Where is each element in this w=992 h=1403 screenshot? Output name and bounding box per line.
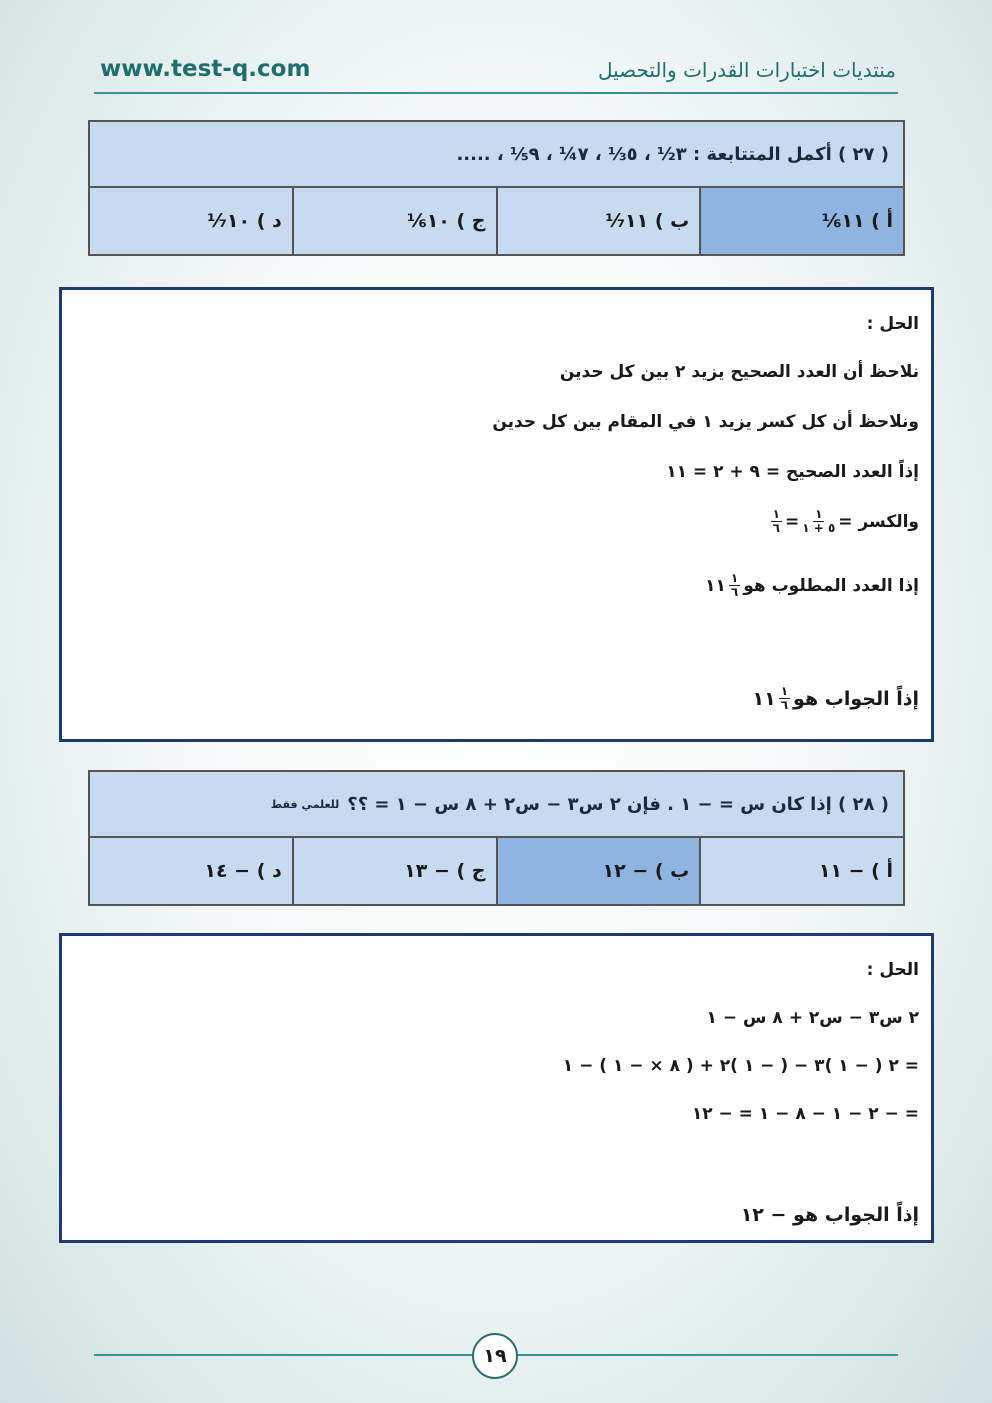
- q27-option-c[interactable]: ج ) ١٠⅙: [292, 188, 496, 254]
- solution-line: إذاً العدد الصحيح = ٩ + ٢ = ١١: [666, 462, 919, 482]
- solution-answer: [753, 685, 919, 712]
- result-label: إذا العدد المطلوب هو: [743, 575, 919, 596]
- solution-line: ٢ س٣ − س٢ + ٨ س − ١: [706, 1008, 919, 1028]
- question-28-table: [88, 770, 905, 906]
- q27-option-d[interactable]: د ) ١٠⅐: [207, 210, 282, 232]
- solution-answer: إذاً الجواب هو − ١٢: [740, 1204, 919, 1226]
- solution-fraction-line: [768, 508, 919, 535]
- whole-number: ١١: [752, 687, 776, 710]
- solution-line: ونلاحظ أن كل كسر يزيد ١ في المقام بين كل حدين: [492, 412, 919, 432]
- site-url[interactable]: www.test-q.com: [100, 56, 311, 82]
- header-title: منتديات اختبارات القدرات والتحصيل: [597, 58, 896, 82]
- fraction: $\frac{١}{٦}$: [780, 684, 789, 712]
- question-note: للعلمي فقط: [270, 797, 340, 811]
- q28-option-b[interactable]: ب ) − ١٢: [496, 838, 700, 904]
- solution-heading: الحل :: [866, 314, 919, 334]
- question-28-row: [90, 772, 903, 838]
- question-27-table: [88, 120, 905, 256]
- question-27-text: ( ٢٧ ) أكمل المتتابعة : ٣½ ، ٥⅓ ، ٧¼ ، ٩⅕ ، .....: [90, 122, 903, 188]
- equals-sign: =: [784, 511, 800, 532]
- answer-label: إذاً الجواب هو: [793, 687, 919, 710]
- solution-result-line: [705, 572, 919, 599]
- solution-28-box: [59, 933, 934, 1243]
- page-number: ١٩: [472, 1333, 518, 1379]
- solution-line: = ٢ ( − ١ )٣ − ( − ١ )٢ + ( ٨ × − ١ ) − ١: [562, 1056, 919, 1076]
- solution-line: نلاحظ أن العدد الصحيح يزيد ٢ بين كل حدين: [559, 362, 919, 382]
- q27-option-b[interactable]: ب ) ١١⅐: [496, 188, 700, 254]
- fraction-label: والكسر =: [838, 511, 919, 532]
- q28-option-a[interactable]: أ ) − ١١: [699, 838, 903, 904]
- solution-line: = − ٢ − ١ − ٨ − ١ = − ١٢: [691, 1104, 919, 1124]
- fraction: $\frac{١}{٦}$: [772, 507, 780, 535]
- solution-27-box: [59, 287, 934, 742]
- fraction: $\frac{١}{٥ + ١}$: [802, 507, 836, 535]
- q28-option-d[interactable]: د ) − ١٤: [204, 860, 282, 882]
- q28-option-c[interactable]: ج ) − ١٣: [292, 838, 496, 904]
- header-divider: [94, 92, 898, 94]
- fraction: $\frac{١}{٦}$: [730, 571, 739, 599]
- question-28-text: ( ٢٨ ) إذا كان س = − ١ . فإن ٢ س٣ − س٢ + ٨ س − ١ = ؟؟: [347, 793, 889, 815]
- q27-option-a[interactable]: أ ) ١١⅙: [699, 188, 903, 254]
- solution-heading: الحل :: [866, 960, 919, 980]
- whole-number: ١١: [705, 575, 726, 596]
